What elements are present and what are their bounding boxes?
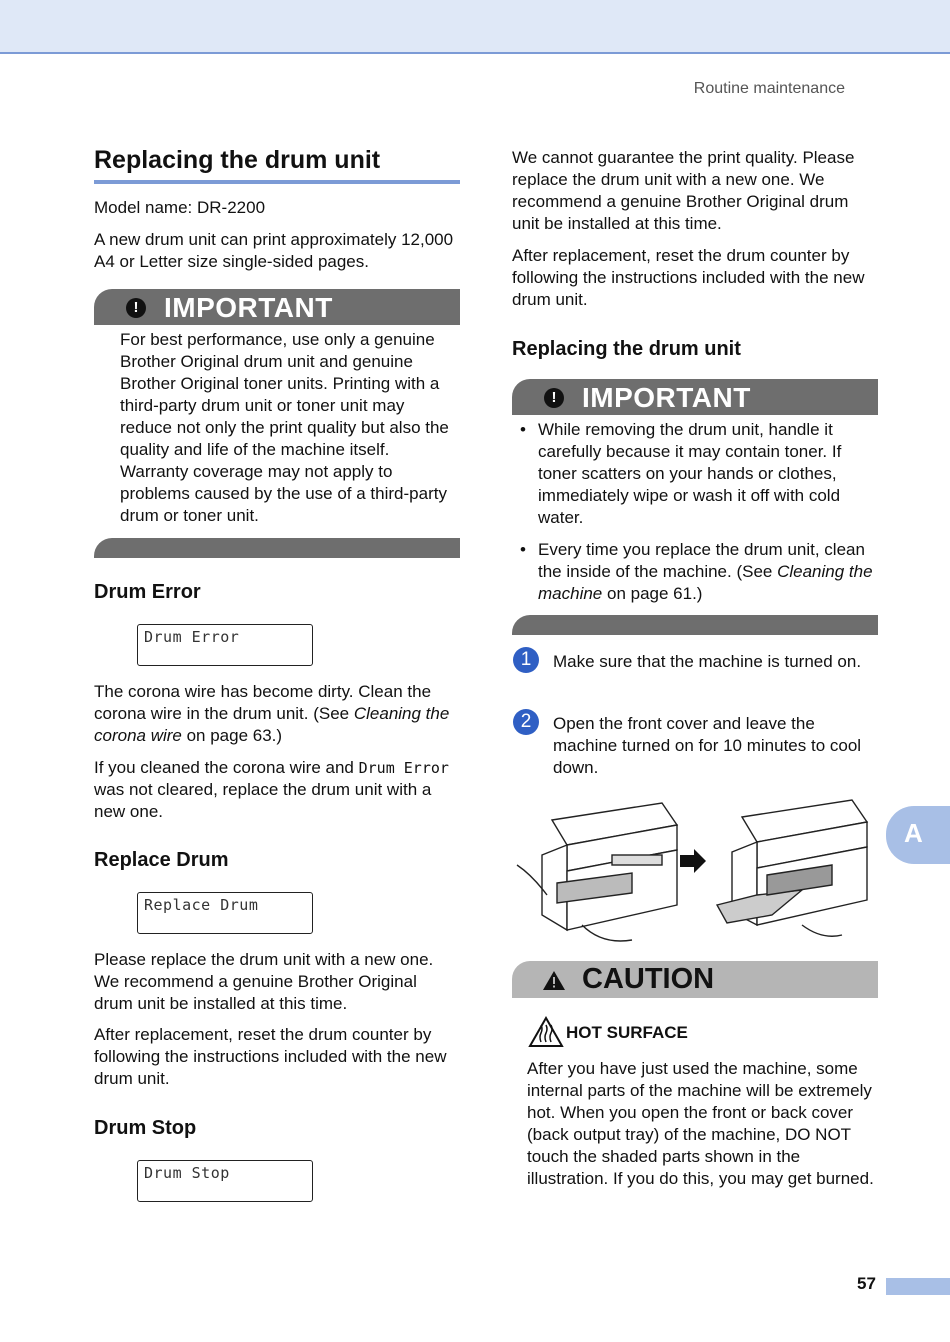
- title-rule: [94, 180, 460, 184]
- caution-banner: [512, 961, 878, 998]
- hot-surface-heading: HOT SURFACE: [566, 1023, 688, 1042]
- text-run: on page 61.): [602, 584, 703, 603]
- lcd-message-code: Drum Error: [358, 759, 449, 777]
- text-run: The corona wire has become dirty. Clean the corona wire in the drum unit. (See: [94, 682, 432, 723]
- right-p2: After replacement, reset the drum counter by following the instructions included with the new drum unit.: [512, 246, 865, 309]
- step-2-text: Open the front cover and leave the machine turned on for 10 minutes to cool down.: [553, 714, 862, 777]
- text-run: Every time you replace the drum unit, clean the inside of the machine. (See: [538, 540, 865, 581]
- replace-drum-p2: After replacement, reset the drum counter by following the instructions included with the new drum unit.: [94, 1025, 447, 1088]
- drum-error-p2: [94, 757, 460, 823]
- printer-closed-illustration: [517, 803, 677, 941]
- lcd-drum-error: [137, 624, 313, 666]
- top-bar: [0, 0, 950, 54]
- page-title: Replacing the drum unit: [94, 146, 381, 174]
- lcd-drum-stop: [137, 1160, 313, 1202]
- intro-text: A new drum unit can print approximately 12,000 A4 or Letter size single-sided pages.: [94, 230, 454, 271]
- important-label: IMPORTANT: [582, 382, 751, 413]
- appendix-tab-label: A: [904, 818, 923, 848]
- running-head: Routine maintenance: [693, 80, 845, 97]
- lcd-replace-drum: [137, 892, 313, 934]
- right-p1: We cannot guarantee the print quality. Please replace the drum unit with a new one. We recommend a genuine Brother Original drum unit be installed at this time.: [512, 148, 855, 233]
- step-number-1: 1: [513, 647, 539, 673]
- hot-surface-icon: [528, 1016, 564, 1048]
- drum-stop-heading: Drum Stop: [94, 1117, 197, 1139]
- important-end-bar: [94, 538, 460, 558]
- important-banner: [94, 289, 460, 325]
- step-1-text: Make sure that the machine is turned on.: [553, 652, 862, 671]
- appendix-tab[interactable]: [886, 806, 950, 864]
- important-text: For best performance, use only a genuine Brother Original drum unit and genuine Brother Original toner units. Printing with a third-party drum unit or toner unit may reduce not only the print quality but also the quality and life of the machine itself. Warranty coverage may not apply to problems caused by the use of a third-party drum or toner unit.: [120, 330, 449, 525]
- text-run: on page 63.): [181, 726, 283, 745]
- replace-drum-heading: Replace Drum: [94, 849, 229, 871]
- cross-ref-link[interactable]: Cleaning the machine: [538, 562, 873, 603]
- exclamation-icon: !: [126, 298, 146, 318]
- procedure-heading: Replacing the drum unit: [512, 338, 741, 360]
- lcd-text: Drum Stop: [144, 1164, 230, 1182]
- lcd-text: Replace Drum: [144, 896, 259, 914]
- text-run: was not cleared, replace the drum unit with a new one.: [94, 780, 432, 821]
- caution-text: After you have just used the machine, some internal parts of the machine will be extremely hot. When you open the front or back cover (back output tray) of the machine, DO NOT touch the shaded parts shown in the illustration. If you do this, you may get burned.: [527, 1059, 874, 1188]
- warning-triangle-icon: [542, 970, 566, 991]
- page-number: 57: [857, 1274, 876, 1293]
- important-bullet-2: [538, 539, 874, 605]
- replace-drum-p1: Please replace the drum unit with a new one. We recommend a genuine Brother Original drum unit be installed at this time.: [94, 950, 434, 1013]
- model-name: Model name: DR-2200: [94, 198, 266, 217]
- text-run: If you cleaned the corona wire and: [94, 758, 359, 777]
- cross-ref-link[interactable]: Cleaning the corona wire: [94, 704, 450, 745]
- bullet-dot: •: [520, 540, 526, 559]
- arrow-right-icon: [680, 849, 706, 873]
- caution-label: CAUTION: [582, 963, 715, 995]
- drum-error-heading: Drum Error: [94, 581, 201, 603]
- important-banner-2: [512, 379, 878, 415]
- lcd-text: Drum Error: [144, 628, 240, 646]
- page-number-bar: [886, 1278, 950, 1295]
- important-label: IMPORTANT: [164, 292, 333, 323]
- drum-error-p1: [94, 681, 460, 747]
- step-number-2: 2: [513, 709, 539, 735]
- printer-illustration: [512, 795, 878, 945]
- important-end-bar-2: [512, 615, 878, 635]
- bullet-dot: •: [520, 420, 526, 439]
- important-bullet-1: While removing the drum unit, handle it carefully because it may contain toner. If toner scatters on your hands or clothes, immediately wipe or wash it off with cold water.: [538, 420, 842, 527]
- printer-open-illustration: [717, 800, 867, 936]
- exclamation-icon: !: [544, 388, 564, 408]
